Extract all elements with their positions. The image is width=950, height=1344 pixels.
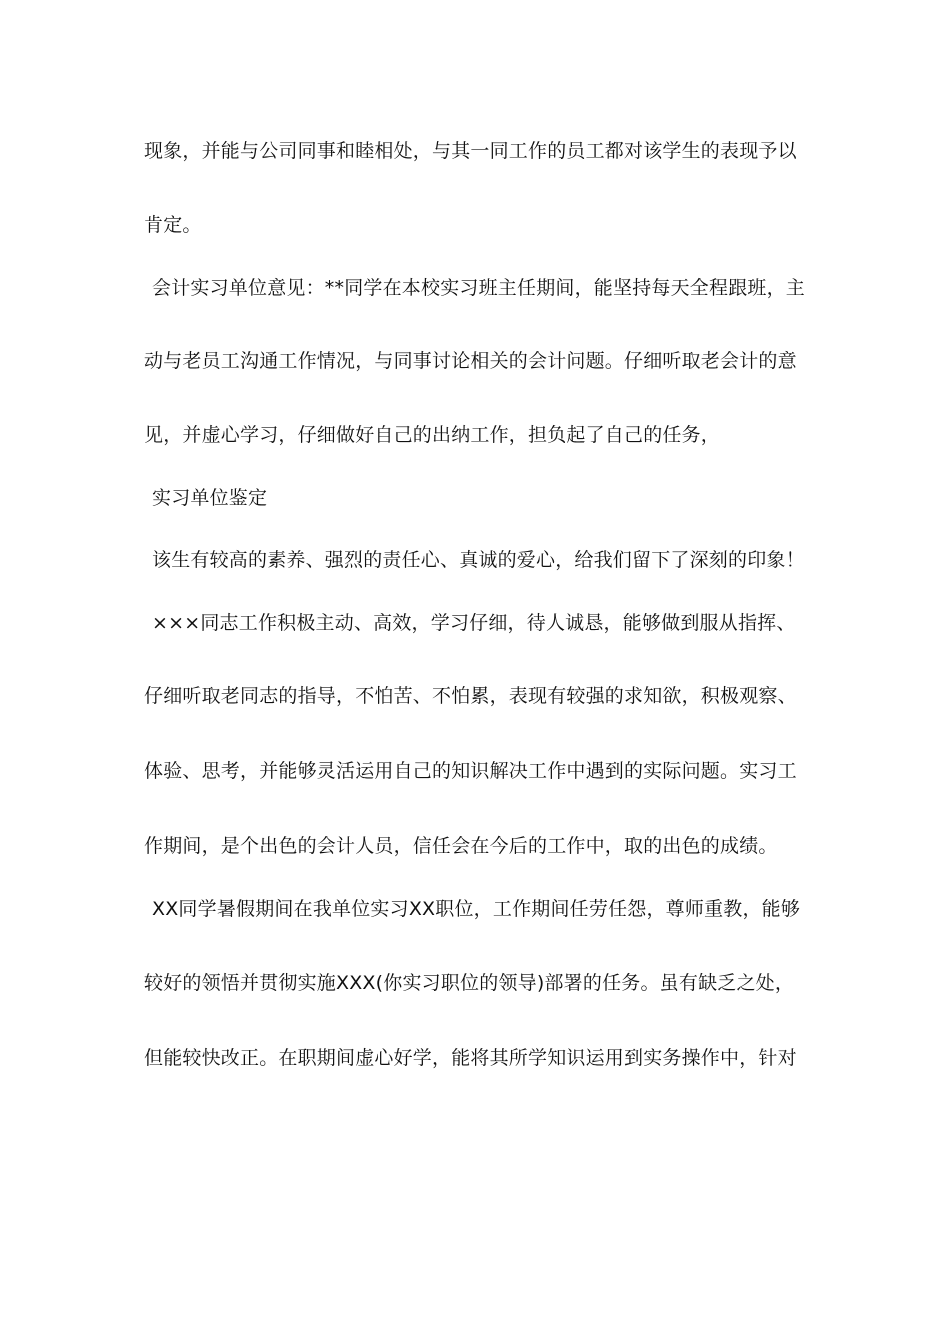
body-text-line: 但能较快改正。在职期间虚心好学，能将其所学知识运用到实务操作中，针对 bbox=[144, 1047, 797, 1069]
body-text-line: 肯定。 bbox=[144, 214, 202, 236]
body-text-line: 现象，并能与公司同事和睦相处，与其一同工作的员工都对该学生的表现予以 bbox=[144, 140, 797, 162]
section-paragraph-line: 会计实习单位意见：**同学在本校实习班主任期间，能坚持每天全程跟班，主 bbox=[152, 277, 806, 299]
body-text-line: 仔细听取老同志的指导，不怕苦、不怕累，表现有较强的求知欲，积极观察、 bbox=[144, 685, 797, 707]
body-text-line: 体验、思考，并能够灵活运用自己的知识解决工作中遇到的实际问题。实习工 bbox=[144, 760, 797, 782]
section-paragraph-line: 该生有较高的素养、强烈的责任心、真诚的爱心，给我们留下了深刻的印象！ bbox=[152, 549, 805, 571]
body-text-line: 作期间，是个出色的会计人员，信任会在今后的工作中，取的出色的成绩。 bbox=[144, 835, 778, 857]
body-text-line: 较好的领悟并贯彻实施XXX(你实习职位的领导)部署的任务。虽有缺乏之处， bbox=[144, 972, 795, 994]
section-heading: 实习单位鉴定 bbox=[152, 487, 268, 509]
body-text-line: 动与老员工沟通工作情况，与同事讨论相关的会计问题。仔细听取老会计的意 bbox=[144, 350, 797, 372]
section-paragraph-line: XX同学暑假期间在我单位实习XX职位，工作期间任劳任怨，尊师重教，能够 bbox=[152, 898, 801, 920]
body-text-line: 见，并虚心学习，仔细做好自己的出纳工作，担负起了自己的任务， bbox=[144, 424, 721, 446]
section-paragraph-line: ×××同志工作积极主动、高效，学习仔细，待人诚恳，能够做到服从指挥、 bbox=[152, 612, 796, 634]
